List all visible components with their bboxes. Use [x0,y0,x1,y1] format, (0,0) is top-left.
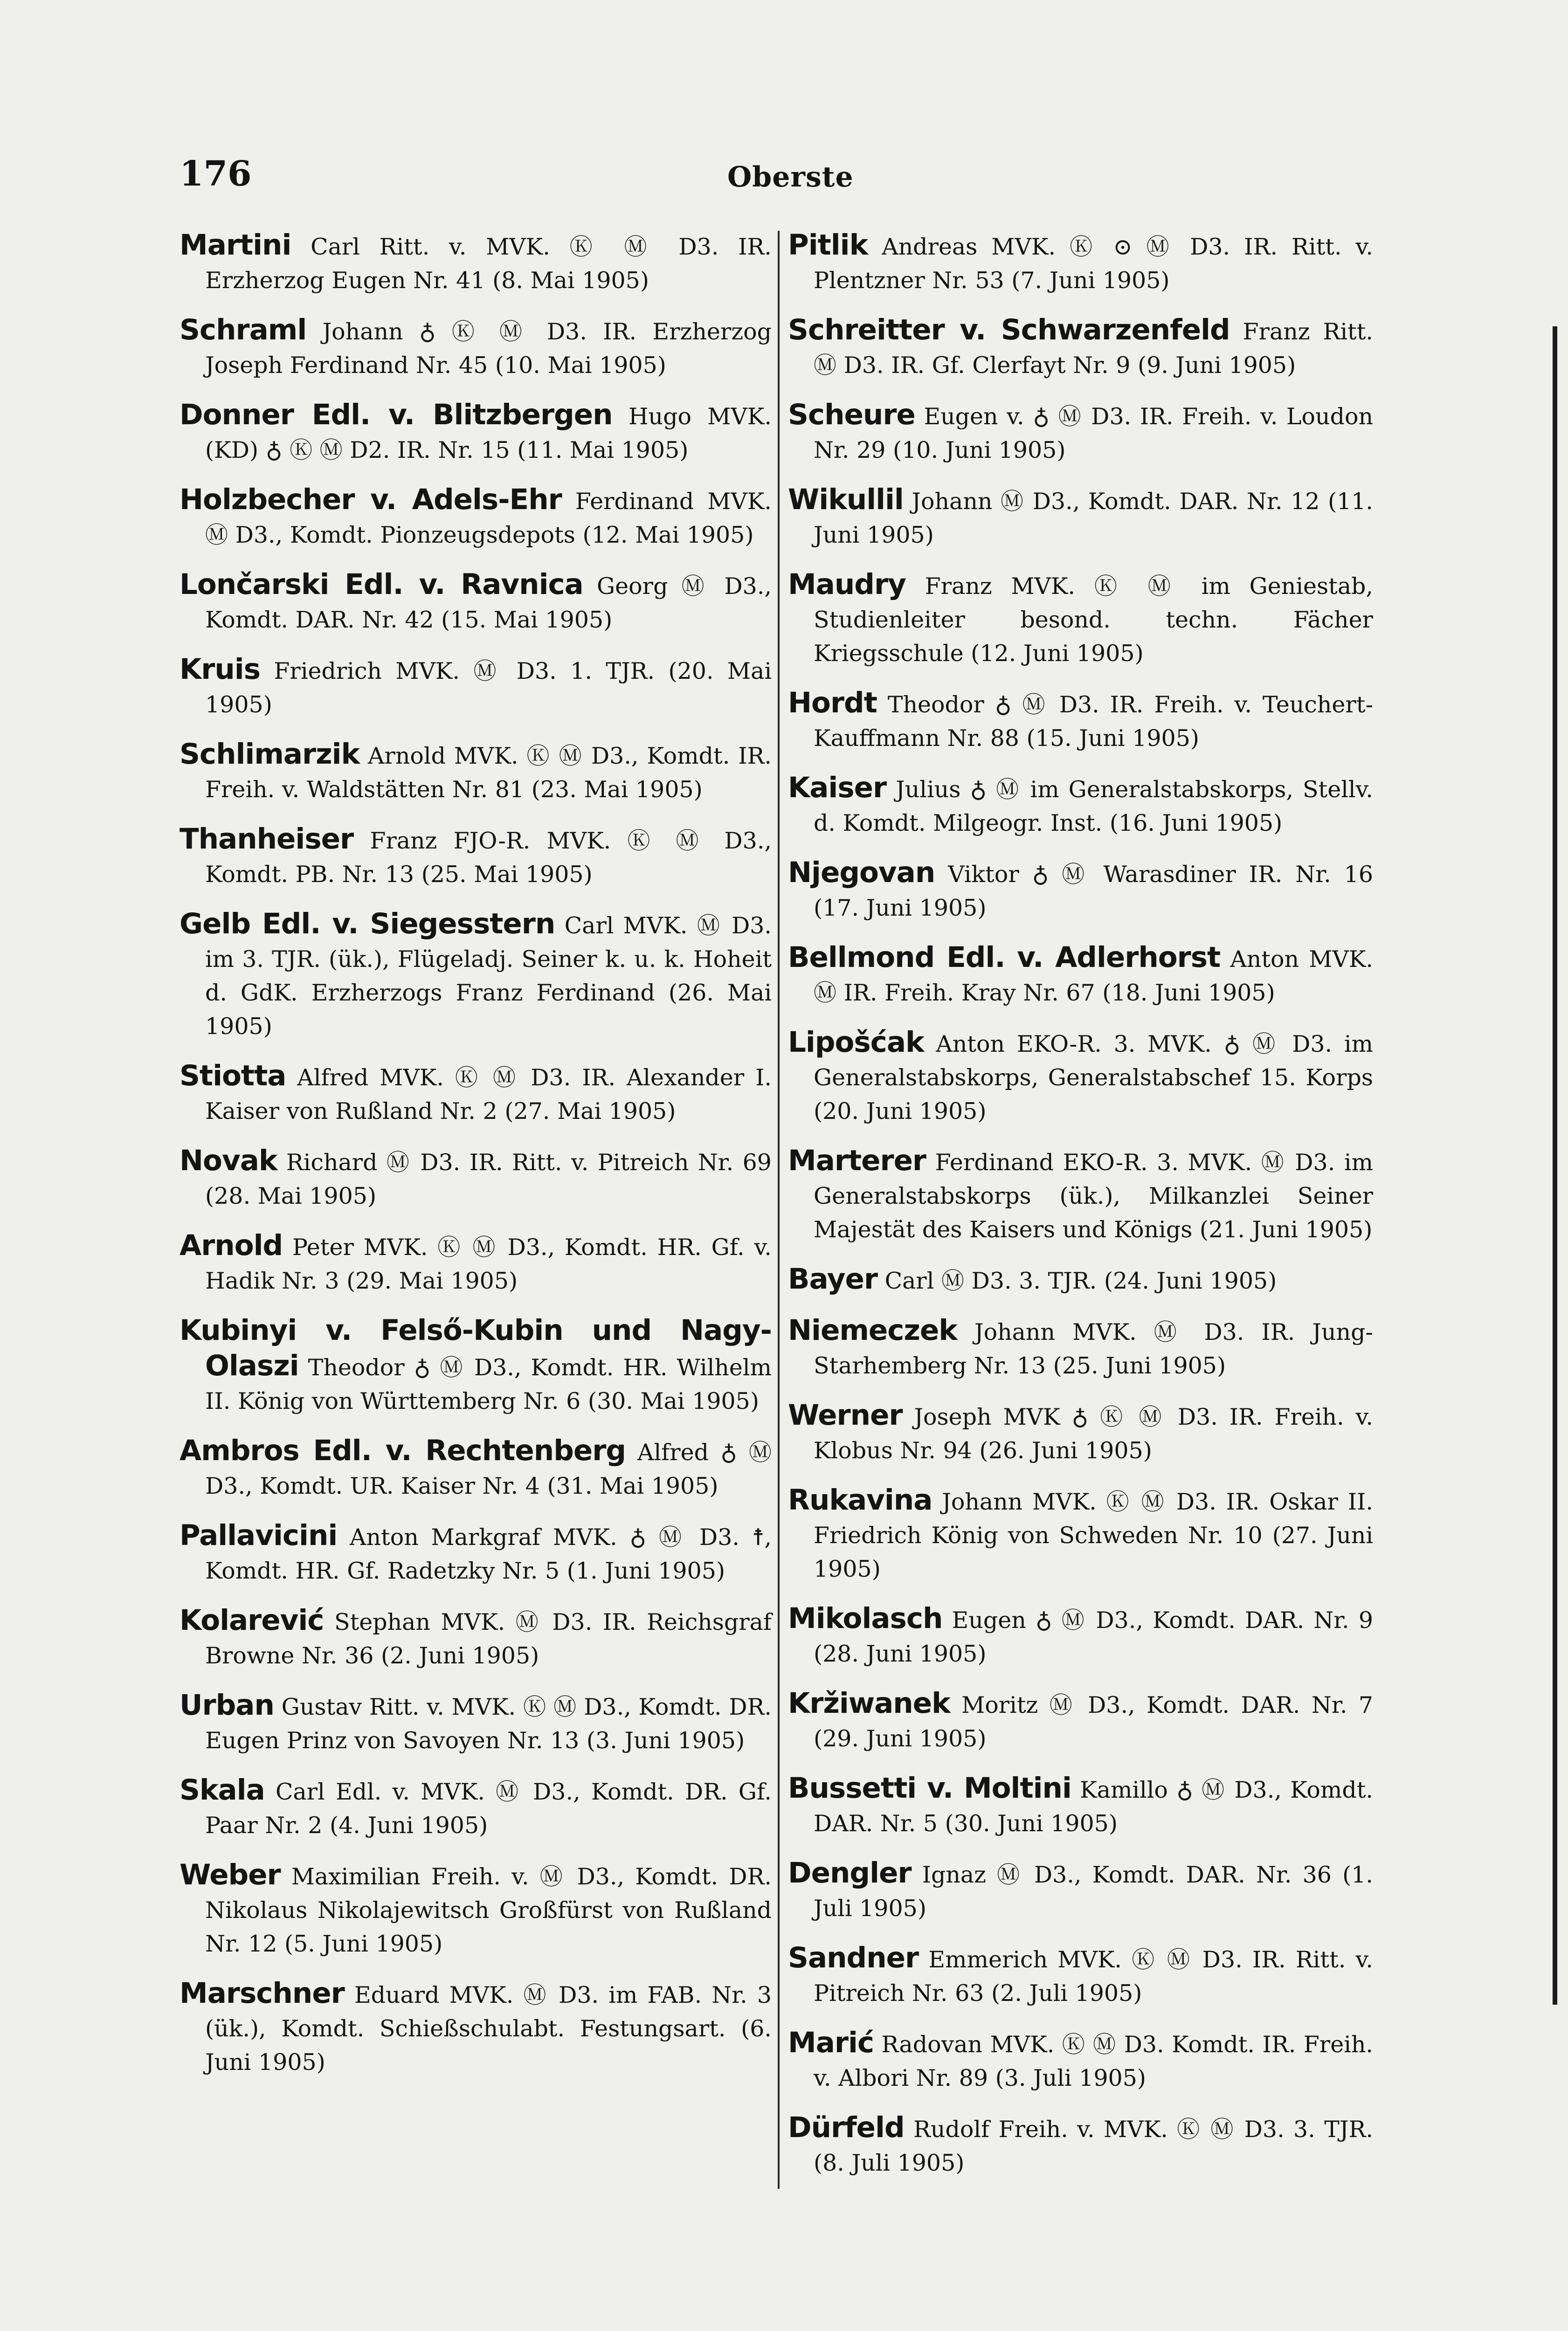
officer-details: Johann Ⓜ D3., Komdt. DAR. Nr. 12 (11. Juni 1905) [814,488,1373,548]
officer-details: Anton Markgraf MVK. ♁ Ⓜ D3. ☨, Komdt. HR. Gf. Radetzky Nr. 5 (1. Juni 1905) [205,1524,772,1584]
officer-name: Werner [788,1399,903,1432]
officer-name: Stiotta [180,1059,286,1092]
officer-details: Ignaz Ⓜ D3., Komdt. DAR. Nr. 36 (1. Juli 1905) [814,1862,1373,1922]
officer-details: Alfred ♁ Ⓜ D3., Komdt. UR. Kaiser Nr. 4 (31. Mai 1905) [205,1439,772,1499]
officer-name: Marschner [180,1977,345,2010]
officer-entry [788,686,1373,755]
officer-details: Carl Edl. v. MVK. Ⓜ D3., Komdt. DR. Gf. Paar Nr. 2 (4. Juni 1905) [205,1779,772,1839]
officer-details: Kamillo ♁ Ⓜ D3., Komdt. DAR. Nr. 5 (30. Juni 1905) [814,1777,1373,1837]
officer-details: Anton EKO-R. 3. MVK. ♁ Ⓜ D3. im Generalstabskorps, Generalstabschef 15. Korps (20. Juni 1905) [814,1031,1373,1124]
officer-name: Hordt [788,686,877,719]
officer-details: Friedrich MVK. Ⓜ D3. 1. TJR. (20. Mai 1905) [205,658,772,718]
officer-entry [180,1229,772,1298]
officer-entry [180,1604,772,1673]
officer-details: Maximilian Freih. v. Ⓜ D3., Komdt. DR. Nikolaus Nikolajewitsch Großfürst von Rußland Nr. 12 (5. Juni 1905) [205,1863,772,1957]
officer-name: Sandner [788,1941,919,1974]
officer-details: Arnold MVK. Ⓚ Ⓜ D3., Komdt. IR. Freih. v. Waldstätten Nr. 81 (23. Mai 1905) [205,743,772,803]
officer-name: Pallavicini [180,1519,338,1552]
officer-name: Rukavina [788,1483,933,1517]
officer-details: Gustav Ritt. v. MVK. Ⓚ Ⓜ D3., Komdt. DR. Eugen Prinz von Savoyen Nr. 13 (3. Juni 1905) [205,1694,772,1754]
officer-details: Johann ♁ Ⓚ Ⓜ D3. IR. Erzherzog Joseph Ferdinand Nr. 45 (10. Mai 1905) [205,318,772,379]
officer-details: Radovan MVK. Ⓚ Ⓜ D3. Komdt. IR. Freih. v. Albori Nr. 89 (3. Juli 1905) [814,2031,1373,2091]
officer-name: Thanheiser [180,822,354,855]
officer-name: Schreitter v. Schwarzenfeld [788,313,1230,346]
officer-entry [180,1059,772,1128]
officer-entry [788,1314,1373,1383]
officer-name: Kolarević [180,1604,324,1637]
officer-name: Schraml [180,313,307,346]
officer-name: Maudry [788,568,906,601]
officer-name: Kruis [180,653,260,686]
officer-entry [180,483,772,552]
officer-entry [180,1977,772,2079]
officer-details: Peter MVK. Ⓚ Ⓜ D3., Komdt. HR. Gf. v. Hadik Nr. 3 (29. Mai 1905) [205,1234,772,1294]
officer-details: Theodor ♁ Ⓜ D3., Komdt. HR. Wilhelm II. König von Württemberg Nr. 6 (30. Mai 1905) [205,1354,772,1414]
officer-details: Andreas MVK. Ⓚ ⊙ Ⓜ D3. IR. Ritt. v. Plentzner Nr. 53 (7. Juni 1905) [814,234,1373,294]
officer-details: Franz Ritt. Ⓜ D3. IR. Gf. Clerfayt Nr. 9 (9. Juni 1905) [814,318,1373,379]
officer-entry [180,1314,772,1418]
officer-name: Scheure [788,398,915,431]
officer-details: Viktor ♁ Ⓜ Warasdiner IR. Nr. 16 (17. Juni 1905) [814,861,1373,921]
officer-details: Franz FJO-R. MVK. Ⓚ Ⓜ D3., Komdt. PB. Nr. 13 (25. Mai 1905) [205,828,772,888]
officer-details: Johann MVK. Ⓚ Ⓜ D3. IR. Oskar II. Friedrich König von Schweden Nr. 10 (27. Juni 1905) [814,1489,1373,1582]
officer-entry [788,856,1373,925]
officer-entry [788,1399,1373,1468]
officer-name: Donner Edl. v. Blitzbergen [180,398,613,431]
officer-details: Georg Ⓜ D3., Komdt. DAR. Nr. 42 (15. Mai 1905) [205,573,772,633]
officer-details: Eduard MVK. Ⓜ D3. im FAB. Nr. 3 (ük.), Komdt. Schießschulabt. Festungsart. (6. Juni 1905) [205,1982,772,2076]
officer-details: Emmerich MVK. Ⓚ Ⓜ D3. IR. Ritt. v. Pitreich Nr. 63 (2. Juli 1905) [814,1946,1373,2007]
officer-name: Lipošćak [788,1026,924,1059]
officer-entry [180,1144,772,1213]
officer-details: Alfred MVK. Ⓚ Ⓜ D3. IR. Alexander I. Kaiser von Rußland Nr. 2 (27. Mai 1905) [205,1064,772,1124]
officer-details: Richard Ⓜ D3. IR. Ritt. v. Pitreich Nr. 69 (28. Mai 1905) [205,1149,772,1209]
page-number: 176 [180,154,252,194]
officer-name: Bayer [788,1262,877,1296]
officer-entry [788,568,1373,670]
officer-name: Dengler [788,1856,912,1890]
officer-entry [788,1856,1373,1925]
column-divider [778,231,780,2189]
officer-details: Ferdinand MVK. Ⓜ D3., Komdt. Pionzeugsdepots (12. Mai 1905) [205,488,772,548]
officer-name: Kubinyi v. Felső-Kubin und Nagy-Olaszi [180,1314,772,1382]
officer-name: Marterer [788,1144,926,1177]
officer-details: Eugen v. ♁ Ⓜ D3. IR. Freih. v. Loudon Nr. 29 (10. Juni 1905) [814,403,1373,463]
officer-entry [180,1519,772,1588]
officer-entry [180,1858,772,1961]
officer-name: Kaiser [788,771,887,804]
officer-name: Lončarski Edl. v. Ravnica [180,568,583,601]
officer-details: Carl Ⓜ D3. 3. TJR. (24. Juni 1905) [877,1268,1277,1294]
officer-details: Franz MVK. Ⓚ Ⓜ im Geniestab, Studienleiter besond. techn. Fächer Kriegsschule (12. Juni 1905) [814,573,1373,667]
officer-details: Hugo MVK. (KD) ♁ Ⓚ Ⓜ D2. IR. Nr. 15 (11. Mai 1905) [205,403,772,463]
officer-entry [180,228,772,297]
officer-name: Bellmond Edl. v. Adlerhorst [788,941,1221,974]
officer-details: Julius ♁ Ⓜ im Generalstabskorps, Stellv. d. Komdt. Milgeogr. Inst. (16. Juni 1905) [814,776,1373,836]
officer-entry [180,568,772,637]
officer-entry [788,483,1373,552]
officer-name: Urban [180,1689,274,1722]
officer-details: Theodor ♁ Ⓜ D3. IR. Freih. v. Teuchert-Kauffmann Nr. 88 (15. Juni 1905) [814,691,1373,752]
officer-details: Ferdinand EKO-R. 3. MVK. Ⓜ D3. im Generalstabskorps (ük.), Milkanzlei Seiner Majestät des Kaisers und Königs (21. Juni 1905) [814,1149,1373,1243]
officer-name: Wikullil [788,483,904,516]
officer-details: Eugen ♁ Ⓜ D3., Komdt. DAR. Nr. 9 (28. Juni 1905) [814,1607,1373,1667]
officer-name: Skala [180,1773,265,1807]
officer-entry [180,1773,772,1842]
officer-name: Martini [180,228,291,262]
officer-entry [788,1687,1373,1756]
officer-entry [788,2026,1373,2095]
officer-entry [180,738,772,807]
officer-entry [180,313,772,382]
officer-name: Gelb Edl. v. Siegesstern [180,907,555,940]
officer-entry [788,228,1373,297]
right-column [788,228,1373,2196]
running-head: Oberste [727,161,854,193]
officer-name: Ambros Edl. v. Rechtenberg [180,1434,626,1467]
officer-name: Kržiwanek [788,1687,950,1720]
officer-entry [180,907,772,1043]
officer-details: Carl Ritt. v. MVK. Ⓚ Ⓜ D3. IR. Erzherzog Eugen Nr. 41 (8. Mai 1905) [205,234,772,294]
officer-name: Pitlik [788,228,868,262]
officer-details: Moritz Ⓜ D3., Komdt. DAR. Nr. 7 (29. Juni 1905) [814,1692,1373,1752]
officer-details: Anton MVK. Ⓜ IR. Freih. Kray Nr. 67 (18. Juni 1905) [814,946,1373,1006]
officer-entry [180,1434,772,1503]
officer-name: Holzbecher v. Adels-Ehr [180,483,562,516]
officer-entry [788,771,1373,840]
officer-name: Weber [180,1858,281,1891]
officer-entry [788,1772,1373,1841]
officer-details: Joseph MVK ♁ Ⓚ Ⓜ D3. IR. Freih. v. Klobus Nr. 94 (26. Juni 1905) [814,1404,1373,1464]
officer-entry [180,1689,772,1758]
officer-name: Arnold [180,1229,283,1262]
officer-details: Johann MVK. Ⓜ D3. IR. Jung-Starhemberg Nr. 13 (25. Juni 1905) [814,1319,1373,1379]
officer-name: Mikolasch [788,1602,943,1635]
officer-name: Marić [788,2026,874,2059]
officer-entry [788,2111,1373,2180]
officer-details: Rudolf Freih. v. MVK. Ⓚ Ⓜ D3. 3. TJR. (8. Juli 1905) [814,2116,1373,2176]
officer-entry [788,1026,1373,1128]
officer-entry [788,1262,1373,1298]
officer-entry [788,398,1373,467]
officer-details: Stephan MVK. Ⓜ D3. IR. Reichsgraf Browne Nr. 36 (2. Juni 1905) [205,1609,772,1669]
officer-name: Schlimarzik [180,738,360,771]
officer-entry [788,941,1373,1010]
officer-entry [788,1602,1373,1671]
officer-details: Carl MVK. Ⓜ D3. im 3. TJR. (ük.), Flügeladj. Seiner k. u. k. Hoheit d. GdK. Erzherzogs Franz Ferdinand (26. Mai 1905) [205,912,772,1040]
officer-name: Niemeczek [788,1314,957,1347]
officer-entry [788,1941,1373,2010]
officer-entry [788,1483,1373,1586]
officer-entry [788,313,1373,382]
officer-name: Dürfeld [788,2111,905,2144]
officer-name: Novak [180,1144,277,1177]
binding-edge [1553,326,1557,2005]
officer-entry [180,398,772,467]
officer-entry [180,822,772,891]
left-column [180,228,772,2095]
officer-name: Njegovan [788,856,935,889]
officer-entry [788,1144,1373,1247]
officer-name: Bussetti v. Moltini [788,1772,1071,1805]
officer-entry [180,653,772,722]
